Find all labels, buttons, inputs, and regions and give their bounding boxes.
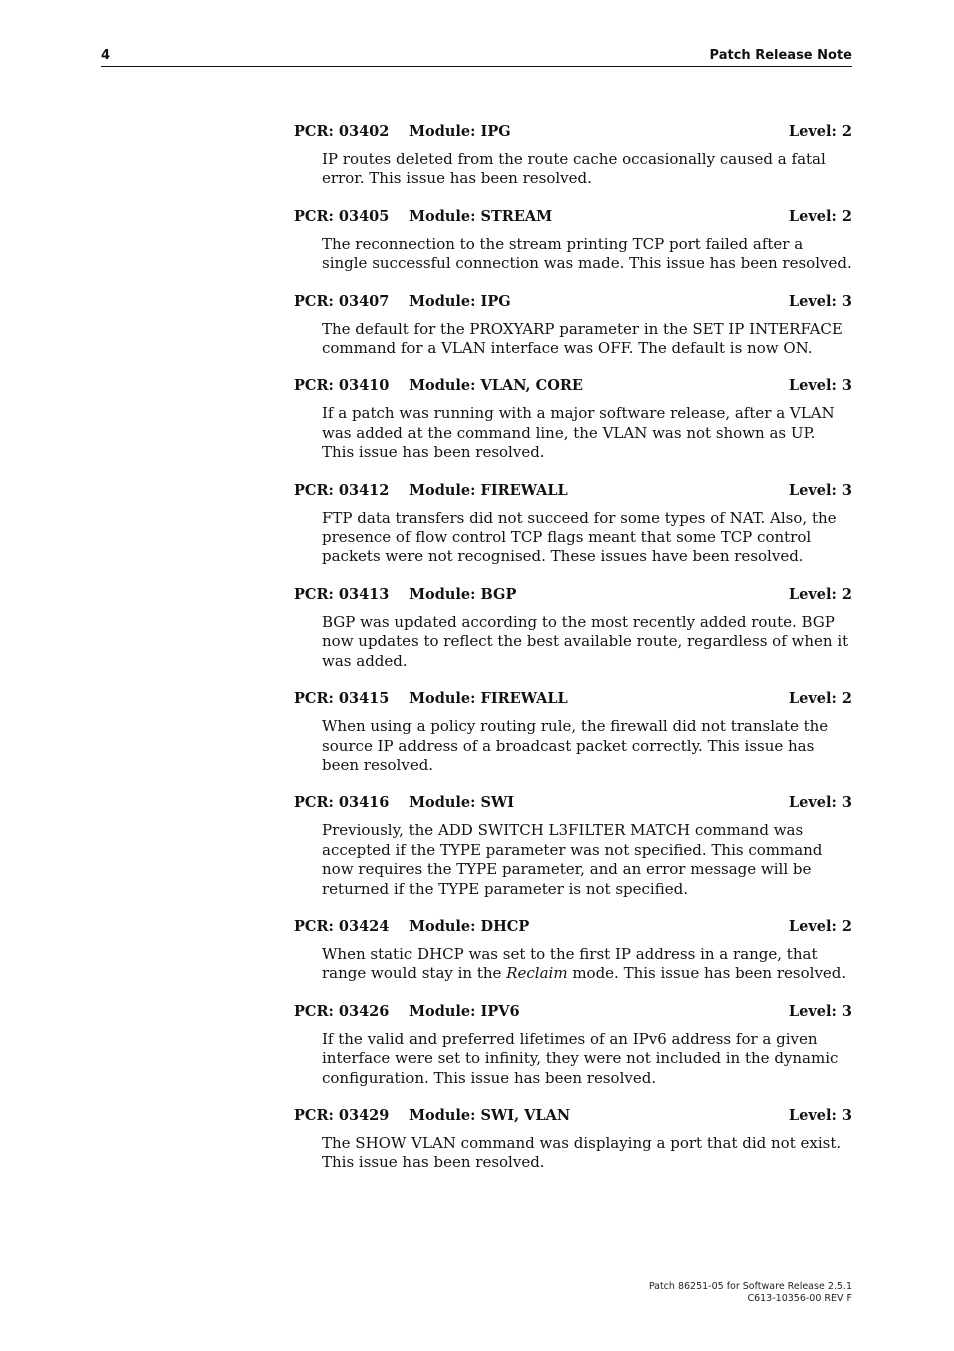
pcr-entry bbox=[294, 1106, 852, 1173]
pcr-module: Module: SWI, VLAN bbox=[409, 1106, 571, 1124]
pcr-entry bbox=[294, 292, 852, 359]
footer-doc-number: C613-10356-00 REV F bbox=[747, 1292, 852, 1304]
pcr-module: Module: SWI bbox=[409, 794, 515, 812]
pcr-description: FTP data transfers did not succeed for some types of NAT. Also, the presence of flow control TCP flags meant that some TCP control packets were not recognised. These issues have been resolved. bbox=[322, 508, 837, 566]
pcr-module: Module: FIREWALL bbox=[409, 690, 568, 708]
pcr-module: Module: BGP bbox=[409, 585, 517, 603]
pcr-description: The SHOW VLAN command was displaying a port that did not exist. This issue has been resolved. bbox=[322, 1133, 842, 1172]
pcr-description-emphasis: Reclaim bbox=[506, 964, 568, 983]
pcr-level: Level: 2 bbox=[788, 123, 852, 140]
pcr-number: PCR: 03402 bbox=[294, 123, 390, 140]
pcr-number: PCR: 03405 bbox=[294, 207, 390, 225]
page-header bbox=[101, 48, 852, 67]
pcr-heading bbox=[294, 689, 852, 709]
pcr-number: PCR: 03410 bbox=[294, 377, 390, 395]
pcr-heading bbox=[294, 376, 852, 396]
pcr-description: If a patch was running with a major software release, after a VLAN was added at the command line, the VLAN was not shown as UP. This issue has been resolved. bbox=[322, 404, 835, 462]
pcr-module: Module: VLAN, CORE bbox=[409, 377, 583, 395]
pcr-level: Level: 2 bbox=[788, 585, 852, 603]
pcr-number: PCR: 03413 bbox=[294, 585, 390, 603]
pcr-number: PCR: 03426 bbox=[294, 1002, 390, 1020]
pcr-list bbox=[294, 122, 852, 1191]
pcr-description-text: mode. This issue has been resolved. bbox=[567, 964, 847, 983]
pcr-level: Level: 2 bbox=[788, 207, 852, 225]
pcr-description bbox=[322, 945, 852, 984]
pcr-description: Previously, the ADD SWITCH L3FILTER MATCH command was accepted if the TYPE parameter was not specified. This command now requires the TYPE parameter, and an error message will be returned if the TYPE parameter is not specified. bbox=[322, 821, 823, 898]
pcr-description: When using a policy routing rule, the firewall did not translate the source IP address of a broadcast packet correctly. This issue has been resolved. bbox=[322, 717, 829, 774]
pcr-level: Level: 3 bbox=[788, 1106, 852, 1124]
pcr-number: PCR: 03424 bbox=[294, 917, 390, 935]
pcr-number: PCR: 03407 bbox=[294, 292, 390, 310]
pcr-entry bbox=[294, 376, 852, 462]
pcr-heading bbox=[294, 122, 852, 142]
pcr-entry bbox=[294, 122, 852, 189]
pcr-module: Module: STREAM bbox=[409, 207, 553, 225]
pcr-heading bbox=[294, 292, 852, 312]
pcr-heading bbox=[294, 1106, 852, 1126]
pcr-heading bbox=[294, 207, 852, 227]
document-title: Patch Release Note bbox=[709, 48, 852, 63]
pcr-module: Module: IPV6 bbox=[409, 1002, 520, 1020]
pcr-description: If the valid and preferred lifetimes of an IPv6 address for a given interface were set to infinity, they were not included in the dynamic configuration. This issue has been resolved. bbox=[322, 1029, 839, 1087]
pcr-level: Level: 3 bbox=[788, 377, 852, 395]
pcr-entry bbox=[294, 1002, 852, 1088]
pcr-entry bbox=[294, 689, 852, 775]
pcr-module: Module: IPG bbox=[409, 292, 511, 310]
pcr-description-text: When static DHCP was set to the first IP address in a range, that range would stay in the bbox=[322, 944, 818, 983]
pcr-entry bbox=[294, 481, 852, 567]
pcr-level: Level: 3 bbox=[788, 292, 852, 310]
pcr-heading bbox=[294, 917, 852, 937]
pcr-entry bbox=[294, 585, 852, 671]
pcr-module: Module: FIREWALL bbox=[409, 481, 568, 499]
pcr-level: Level: 3 bbox=[788, 794, 852, 812]
pcr-heading bbox=[294, 585, 852, 605]
pcr-description: BGP was updated according to the most recently added route. BGP now updates to reflect the best available route, regardless of when it was added. bbox=[322, 612, 849, 670]
pcr-entry bbox=[294, 207, 852, 274]
pcr-heading bbox=[294, 481, 852, 501]
pcr-level: Level: 3 bbox=[788, 1002, 852, 1020]
page-number: 4 bbox=[101, 48, 111, 63]
pcr-number: PCR: 03412 bbox=[294, 481, 390, 499]
pcr-description: The reconnection to the stream printing TCP port failed after a single successful connection was made. This issue has been resolved. bbox=[322, 234, 852, 273]
footer-patch-line: Patch 86251-05 for Software Release 2.5.1 bbox=[648, 1281, 852, 1292]
pcr-heading bbox=[294, 793, 852, 813]
pcr-entry bbox=[294, 793, 852, 899]
pcr-level: Level: 3 bbox=[788, 481, 852, 499]
pcr-heading bbox=[294, 1002, 852, 1022]
pcr-module: Module: IPG bbox=[409, 123, 511, 140]
pcr-level: Level: 2 bbox=[788, 917, 852, 935]
pcr-description: IP routes deleted from the route cache occasionally caused a fatal error. This issue has been resolved. bbox=[322, 150, 826, 188]
pcr-level: Level: 2 bbox=[788, 690, 852, 708]
pcr-module: Module: DHCP bbox=[409, 917, 530, 935]
pcr-number: PCR: 03416 bbox=[294, 794, 390, 812]
pcr-number: PCR: 03429 bbox=[294, 1106, 390, 1124]
page-footer bbox=[649, 1281, 852, 1304]
pcr-entry bbox=[294, 917, 852, 984]
pcr-number: PCR: 03415 bbox=[294, 690, 390, 708]
pcr-description: The default for the PROXYARP parameter in the SET IP INTERFACE command for a VLAN interface was OFF. The default is now ON. bbox=[322, 319, 843, 358]
